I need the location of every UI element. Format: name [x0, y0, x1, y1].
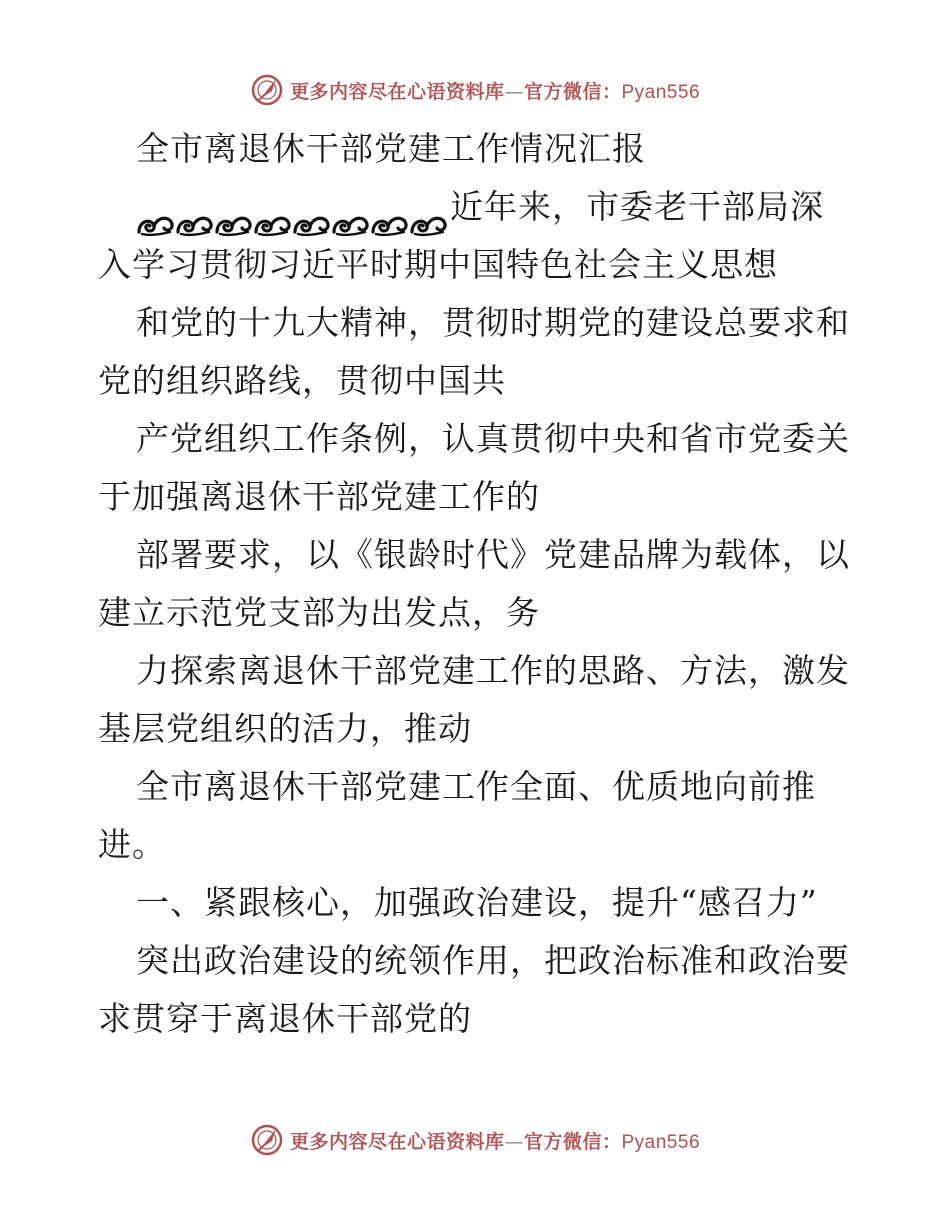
paragraph-line: [98, 990, 858, 1048]
paragraph-line: [98, 874, 858, 932]
paragraph-line: [98, 700, 858, 758]
ornament-icon: [331, 198, 370, 224]
line-text: 近年来，市委老干部局深: [450, 187, 824, 226]
ornament-icon: [214, 198, 253, 224]
header-banner: [0, 70, 950, 110]
line-text: 进。: [98, 825, 166, 864]
banner-wechat-label: 官方微信：: [523, 1130, 622, 1153]
quill-logo-icon: [250, 1123, 284, 1157]
line-text: 党的组织路线，贯彻中国共: [98, 361, 506, 400]
paragraph-line: [98, 526, 858, 584]
banner-dash: —: [504, 80, 524, 103]
paragraph-line: [98, 236, 858, 294]
banner-wechat-id: Pyan556: [621, 1131, 701, 1153]
document-paragraphs: [98, 178, 858, 1048]
banner-wechat-id: Pyan556: [621, 81, 701, 103]
line-text: 突出政治建设的统领作用，把政治标准和政治要: [136, 941, 850, 980]
banner-site-name: 更多内容尽在心语资料库: [289, 1130, 505, 1153]
paragraph-line: [98, 352, 858, 410]
ornament-icon: [175, 198, 214, 224]
ornament-icon: [253, 198, 292, 224]
paragraph-line: [98, 294, 858, 352]
paragraph-line: [98, 642, 858, 700]
line-text: 力探索离退休干部党建工作的思路、方法，激发: [136, 651, 850, 690]
line-text: 入学习贯彻习近平时期中国特色社会主义思想: [98, 245, 778, 284]
banner-site-name: 更多内容尽在心语资料库: [289, 80, 505, 103]
paragraph-line: [98, 816, 858, 874]
line-text: 建立示范党支部为出发点，务: [98, 593, 540, 632]
document-title: 全市离退休干部党建工作情况汇报: [136, 129, 646, 168]
ornament-icon: [409, 198, 448, 224]
paragraph-line: [98, 932, 858, 990]
line-text: 部署要求，以《银龄时代》党建品牌为载体，以: [136, 535, 850, 574]
line-text: 基层党组织的活力，推动: [98, 709, 472, 748]
banner-text: [290, 77, 700, 104]
ornament-icon: [370, 198, 409, 224]
paragraph-line: [98, 410, 858, 468]
banner-wechat-label: 官方微信：: [523, 80, 622, 103]
footer-banner: [0, 1120, 950, 1160]
line-text: 一、紧跟核心，加强政治建设，提升“感召力”: [136, 883, 818, 922]
paragraph-line: [98, 584, 858, 642]
line-text: 产党组织工作条例，认真贯彻中央和省市党委关: [136, 419, 850, 458]
ornament-row: [136, 180, 448, 238]
line-text: 于加强离退休干部党建工作的: [98, 477, 540, 516]
banner-dash: —: [504, 1130, 524, 1153]
ornament-icon: [136, 198, 175, 224]
line-text: 全市离退休干部党建工作全面、优质地向前推: [136, 767, 816, 806]
quill-logo-icon: [250, 73, 284, 107]
ornament-icon: [292, 198, 331, 224]
document-body: [98, 120, 858, 1048]
paragraph-line: [98, 178, 858, 236]
paragraph-line: [98, 758, 858, 816]
line-text: 求贯穿于离退休干部党的: [98, 999, 472, 1038]
banner-text: [290, 1127, 700, 1154]
paragraph-line: [98, 468, 858, 526]
line-text: 和党的十九大精神，贯彻时期党的建设总要求和: [136, 303, 850, 342]
